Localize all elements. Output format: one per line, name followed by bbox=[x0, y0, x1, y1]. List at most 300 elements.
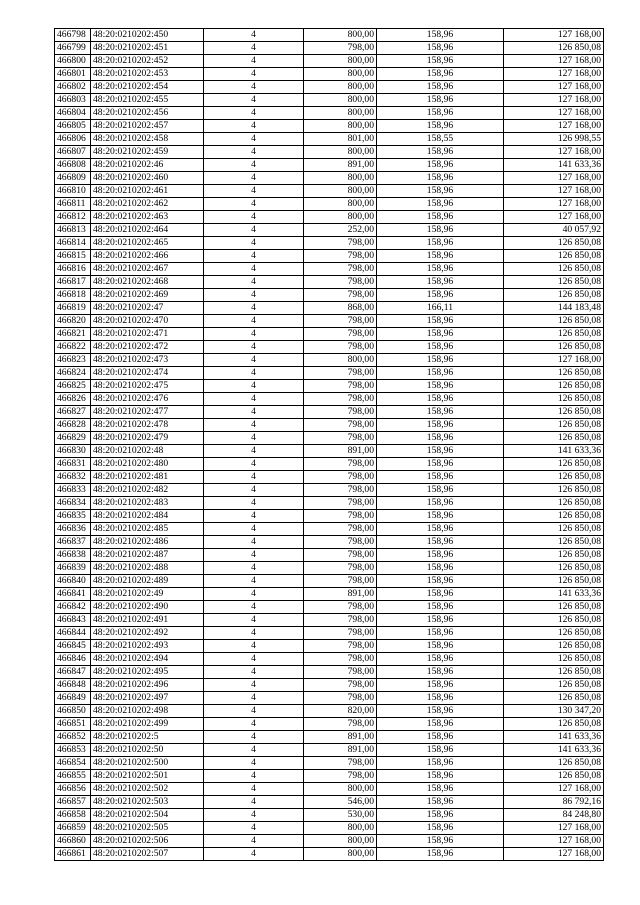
area-cell: 891,00 bbox=[304, 731, 377, 744]
cadastral-number-cell: 48:20:0210202:464 bbox=[91, 224, 204, 237]
cadastral-value-cell: 127 168,00 bbox=[504, 822, 604, 835]
cadastral-number-cell: 48:20:0210202:465 bbox=[91, 237, 204, 250]
unit-value-cell: 158,96 bbox=[377, 354, 504, 367]
unit-value-cell: 158,96 bbox=[377, 120, 504, 133]
group-cell: 4 bbox=[204, 289, 304, 302]
group-cell: 4 bbox=[204, 419, 304, 432]
table-row bbox=[55, 679, 604, 692]
area-cell: 798,00 bbox=[304, 367, 377, 380]
row-id-cell: 466817 bbox=[55, 276, 91, 289]
row-id-cell: 466832 bbox=[55, 471, 91, 484]
row-id-cell: 466809 bbox=[55, 172, 91, 185]
cadastral-value-cell: 127 168,00 bbox=[504, 146, 604, 159]
cadastral-value-cell: 126 850,08 bbox=[504, 471, 604, 484]
cadastral-number-cell: 48:20:0210202:467 bbox=[91, 263, 204, 276]
cadastral-value-cell: 127 168,00 bbox=[504, 81, 604, 94]
group-cell: 4 bbox=[204, 575, 304, 588]
row-id-cell: 466833 bbox=[55, 484, 91, 497]
table-row bbox=[55, 250, 604, 263]
cadastral-value-cell: 141 633,36 bbox=[504, 731, 604, 744]
cadastral-number-cell: 48:20:0210202:492 bbox=[91, 627, 204, 640]
cadastral-number-cell: 48:20:0210202:462 bbox=[91, 198, 204, 211]
group-cell: 4 bbox=[204, 302, 304, 315]
unit-value-cell: 158,96 bbox=[377, 692, 504, 705]
unit-value-cell: 158,96 bbox=[377, 172, 504, 185]
cadastral-number-cell: 48:20:0210202:488 bbox=[91, 562, 204, 575]
group-cell: 4 bbox=[204, 666, 304, 679]
cadastral-value-cell: 126 850,08 bbox=[504, 614, 604, 627]
group-cell: 4 bbox=[204, 731, 304, 744]
area-cell: 798,00 bbox=[304, 510, 377, 523]
table-row bbox=[55, 263, 604, 276]
group-cell: 4 bbox=[204, 263, 304, 276]
unit-value-cell: 158,96 bbox=[377, 432, 504, 445]
unit-value-cell: 158,96 bbox=[377, 666, 504, 679]
cadastral-number-cell: 48:20:0210202:473 bbox=[91, 354, 204, 367]
group-cell: 4 bbox=[204, 601, 304, 614]
row-id-cell: 466841 bbox=[55, 588, 91, 601]
area-cell: 800,00 bbox=[304, 120, 377, 133]
cadastral-number-cell: 48:20:0210202:452 bbox=[91, 55, 204, 68]
area-cell: 798,00 bbox=[304, 692, 377, 705]
group-cell: 4 bbox=[204, 549, 304, 562]
table-row bbox=[55, 588, 604, 601]
unit-value-cell: 158,96 bbox=[377, 549, 504, 562]
unit-value-cell: 158,96 bbox=[377, 601, 504, 614]
table-row bbox=[55, 614, 604, 627]
unit-value-cell: 158,96 bbox=[377, 445, 504, 458]
group-cell: 4 bbox=[204, 185, 304, 198]
cadastral-value-cell: 126 850,08 bbox=[504, 523, 604, 536]
row-id-cell: 466806 bbox=[55, 133, 91, 146]
cadastral-value-cell: 126 850,08 bbox=[504, 237, 604, 250]
cadastral-number-cell: 48:20:0210202:502 bbox=[91, 783, 204, 796]
row-id-cell: 466861 bbox=[55, 848, 91, 861]
group-cell: 4 bbox=[204, 133, 304, 146]
cadastral-value-cell: 126 850,08 bbox=[504, 250, 604, 263]
unit-value-cell: 158,96 bbox=[377, 237, 504, 250]
table-body bbox=[55, 29, 604, 861]
area-cell: 798,00 bbox=[304, 315, 377, 328]
row-id-cell: 466837 bbox=[55, 536, 91, 549]
cadastral-number-cell: 48:20:0210202:504 bbox=[91, 809, 204, 822]
table-row bbox=[55, 523, 604, 536]
area-cell: 798,00 bbox=[304, 549, 377, 562]
group-cell: 4 bbox=[204, 770, 304, 783]
cadastral-number-cell: 48:20:0210202:507 bbox=[91, 848, 204, 861]
cadastral-number-cell: 48:20:0210202:493 bbox=[91, 640, 204, 653]
area-cell: 800,00 bbox=[304, 81, 377, 94]
cadastral-number-cell: 48:20:0210202:472 bbox=[91, 341, 204, 354]
table-row bbox=[55, 770, 604, 783]
table-row bbox=[55, 796, 604, 809]
cadastral-number-cell: 48:20:0210202:481 bbox=[91, 471, 204, 484]
table-row bbox=[55, 653, 604, 666]
table-row bbox=[55, 601, 604, 614]
cadastral-number-cell: 48:20:0210202:466 bbox=[91, 250, 204, 263]
cadastral-number-cell: 48:20:0210202:499 bbox=[91, 718, 204, 731]
table-row bbox=[55, 757, 604, 770]
cadastral-number-cell: 48:20:0210202:497 bbox=[91, 692, 204, 705]
table-row bbox=[55, 159, 604, 172]
unit-value-cell: 158,96 bbox=[377, 198, 504, 211]
cadastral-value-cell: 40 057,92 bbox=[504, 224, 604, 237]
cadastral-number-cell: 48:20:0210202:503 bbox=[91, 796, 204, 809]
area-cell: 798,00 bbox=[304, 497, 377, 510]
group-cell: 4 bbox=[204, 380, 304, 393]
unit-value-cell: 158,96 bbox=[377, 276, 504, 289]
group-cell: 4 bbox=[204, 94, 304, 107]
row-id-cell: 466804 bbox=[55, 107, 91, 120]
table-row bbox=[55, 471, 604, 484]
table-row bbox=[55, 302, 604, 315]
cadastral-number-cell: 48:20:0210202:458 bbox=[91, 133, 204, 146]
table-row bbox=[55, 783, 604, 796]
row-id-cell: 466830 bbox=[55, 445, 91, 458]
table-row bbox=[55, 81, 604, 94]
area-cell: 891,00 bbox=[304, 588, 377, 601]
area-cell: 530,00 bbox=[304, 809, 377, 822]
cadastral-value-cell: 127 168,00 bbox=[504, 29, 604, 42]
unit-value-cell: 158,96 bbox=[377, 81, 504, 94]
cadastral-number-cell: 48:20:0210202:478 bbox=[91, 419, 204, 432]
area-cell: 800,00 bbox=[304, 29, 377, 42]
cadastral-number-cell: 48:20:0210202:454 bbox=[91, 81, 204, 94]
cadastral-value-table bbox=[54, 28, 604, 861]
cadastral-value-cell: 126 850,08 bbox=[504, 640, 604, 653]
cadastral-number-cell: 48:20:0210202:453 bbox=[91, 68, 204, 81]
area-cell: 798,00 bbox=[304, 432, 377, 445]
table-row bbox=[55, 731, 604, 744]
group-cell: 4 bbox=[204, 783, 304, 796]
table-row bbox=[55, 198, 604, 211]
table-row bbox=[55, 627, 604, 640]
table-row bbox=[55, 354, 604, 367]
cadastral-number-cell: 48:20:0210202:50 bbox=[91, 744, 204, 757]
row-id-cell: 466818 bbox=[55, 289, 91, 302]
cadastral-number-cell: 48:20:0210202:483 bbox=[91, 497, 204, 510]
cadastral-value-cell: 127 168,00 bbox=[504, 68, 604, 81]
area-cell: 798,00 bbox=[304, 757, 377, 770]
unit-value-cell: 158,96 bbox=[377, 809, 504, 822]
area-cell: 798,00 bbox=[304, 562, 377, 575]
unit-value-cell: 158,96 bbox=[377, 484, 504, 497]
cadastral-number-cell: 48:20:0210202:495 bbox=[91, 666, 204, 679]
row-id-cell: 466819 bbox=[55, 302, 91, 315]
row-id-cell: 466815 bbox=[55, 250, 91, 263]
group-cell: 4 bbox=[204, 692, 304, 705]
cadastral-number-cell: 48:20:0210202:49 bbox=[91, 588, 204, 601]
table-row bbox=[55, 107, 604, 120]
area-cell: 820,00 bbox=[304, 705, 377, 718]
area-cell: 798,00 bbox=[304, 770, 377, 783]
cadastral-number-cell: 48:20:0210202:474 bbox=[91, 367, 204, 380]
area-cell: 800,00 bbox=[304, 55, 377, 68]
table-row bbox=[55, 458, 604, 471]
cadastral-value-cell: 126 850,08 bbox=[504, 562, 604, 575]
cadastral-number-cell: 48:20:0210202:468 bbox=[91, 276, 204, 289]
group-cell: 4 bbox=[204, 523, 304, 536]
cadastral-value-cell: 127 168,00 bbox=[504, 172, 604, 185]
unit-value-cell: 158,55 bbox=[377, 133, 504, 146]
group-cell: 4 bbox=[204, 107, 304, 120]
group-cell: 4 bbox=[204, 757, 304, 770]
group-cell: 4 bbox=[204, 211, 304, 224]
group-cell: 4 bbox=[204, 445, 304, 458]
area-cell: 798,00 bbox=[304, 42, 377, 55]
cadastral-number-cell: 48:20:0210202:487 bbox=[91, 549, 204, 562]
area-cell: 800,00 bbox=[304, 198, 377, 211]
table-row bbox=[55, 328, 604, 341]
unit-value-cell: 158,96 bbox=[377, 718, 504, 731]
area-cell: 800,00 bbox=[304, 783, 377, 796]
row-id-cell: 466857 bbox=[55, 796, 91, 809]
unit-value-cell: 158,96 bbox=[377, 107, 504, 120]
cadastral-value-cell: 126 850,08 bbox=[504, 484, 604, 497]
cadastral-value-cell: 126 850,08 bbox=[504, 757, 604, 770]
row-id-cell: 466849 bbox=[55, 692, 91, 705]
area-cell: 800,00 bbox=[304, 94, 377, 107]
cadastral-number-cell: 48:20:0210202:5 bbox=[91, 731, 204, 744]
area-cell: 800,00 bbox=[304, 822, 377, 835]
cadastral-number-cell: 48:20:0210202:470 bbox=[91, 315, 204, 328]
row-id-cell: 466812 bbox=[55, 211, 91, 224]
cadastral-value-cell: 126 850,08 bbox=[504, 315, 604, 328]
group-cell: 4 bbox=[204, 42, 304, 55]
table-row bbox=[55, 146, 604, 159]
group-cell: 4 bbox=[204, 510, 304, 523]
table-row bbox=[55, 276, 604, 289]
group-cell: 4 bbox=[204, 237, 304, 250]
cadastral-value-cell: 127 168,00 bbox=[504, 120, 604, 133]
group-cell: 4 bbox=[204, 250, 304, 263]
cadastral-value-cell: 126 850,08 bbox=[504, 575, 604, 588]
area-cell: 798,00 bbox=[304, 653, 377, 666]
table-row bbox=[55, 133, 604, 146]
group-cell: 4 bbox=[204, 848, 304, 861]
cadastral-number-cell: 48:20:0210202:491 bbox=[91, 614, 204, 627]
area-cell: 798,00 bbox=[304, 614, 377, 627]
cadastral-number-cell: 48:20:0210202:498 bbox=[91, 705, 204, 718]
area-cell: 800,00 bbox=[304, 848, 377, 861]
group-cell: 4 bbox=[204, 809, 304, 822]
cadastral-value-cell: 126 998,55 bbox=[504, 133, 604, 146]
unit-value-cell: 158,96 bbox=[377, 29, 504, 42]
cadastral-number-cell: 48:20:0210202:47 bbox=[91, 302, 204, 315]
table-row bbox=[55, 224, 604, 237]
group-cell: 4 bbox=[204, 497, 304, 510]
row-id-cell: 466843 bbox=[55, 614, 91, 627]
area-cell: 798,00 bbox=[304, 419, 377, 432]
cadastral-number-cell: 48:20:0210202:505 bbox=[91, 822, 204, 835]
area-cell: 800,00 bbox=[304, 172, 377, 185]
cadastral-number-cell: 48:20:0210202:471 bbox=[91, 328, 204, 341]
cadastral-number-cell: 48:20:0210202:482 bbox=[91, 484, 204, 497]
cadastral-value-cell: 127 168,00 bbox=[504, 185, 604, 198]
row-id-cell: 466808 bbox=[55, 159, 91, 172]
cadastral-value-cell: 126 850,08 bbox=[504, 536, 604, 549]
row-id-cell: 466851 bbox=[55, 718, 91, 731]
cadastral-value-cell: 126 850,08 bbox=[504, 458, 604, 471]
table-row bbox=[55, 432, 604, 445]
group-cell: 4 bbox=[204, 328, 304, 341]
group-cell: 4 bbox=[204, 744, 304, 757]
row-id-cell: 466839 bbox=[55, 562, 91, 575]
unit-value-cell: 158,96 bbox=[377, 757, 504, 770]
cadastral-value-cell: 126 850,08 bbox=[504, 380, 604, 393]
area-cell: 798,00 bbox=[304, 406, 377, 419]
table-row bbox=[55, 29, 604, 42]
group-cell: 4 bbox=[204, 29, 304, 42]
cadastral-value-cell: 126 850,08 bbox=[504, 549, 604, 562]
group-cell: 4 bbox=[204, 653, 304, 666]
cadastral-number-cell: 48:20:0210202:496 bbox=[91, 679, 204, 692]
table-row bbox=[55, 718, 604, 731]
group-cell: 4 bbox=[204, 315, 304, 328]
row-id-cell: 466824 bbox=[55, 367, 91, 380]
area-cell: 798,00 bbox=[304, 640, 377, 653]
cadastral-value-cell: 141 633,36 bbox=[504, 159, 604, 172]
cadastral-number-cell: 48:20:0210202:506 bbox=[91, 835, 204, 848]
row-id-cell: 466820 bbox=[55, 315, 91, 328]
row-id-cell: 466823 bbox=[55, 354, 91, 367]
group-cell: 4 bbox=[204, 822, 304, 835]
unit-value-cell: 158,96 bbox=[377, 588, 504, 601]
cadastral-value-cell: 141 633,36 bbox=[504, 744, 604, 757]
row-id-cell: 466854 bbox=[55, 757, 91, 770]
table-row bbox=[55, 211, 604, 224]
table-row bbox=[55, 536, 604, 549]
row-id-cell: 466807 bbox=[55, 146, 91, 159]
group-cell: 4 bbox=[204, 406, 304, 419]
cadastral-value-cell: 126 850,08 bbox=[504, 679, 604, 692]
cadastral-value-cell: 127 168,00 bbox=[504, 107, 604, 120]
area-cell: 798,00 bbox=[304, 601, 377, 614]
group-cell: 4 bbox=[204, 588, 304, 601]
unit-value-cell: 158,96 bbox=[377, 510, 504, 523]
cadastral-number-cell: 48:20:0210202:461 bbox=[91, 185, 204, 198]
area-cell: 800,00 bbox=[304, 835, 377, 848]
unit-value-cell: 158,96 bbox=[377, 822, 504, 835]
table-row bbox=[55, 120, 604, 133]
area-cell: 798,00 bbox=[304, 575, 377, 588]
cadastral-number-cell: 48:20:0210202:479 bbox=[91, 432, 204, 445]
area-cell: 868,00 bbox=[304, 302, 377, 315]
table-row bbox=[55, 393, 604, 406]
row-id-cell: 466855 bbox=[55, 770, 91, 783]
cadastral-value-cell: 126 850,08 bbox=[504, 393, 604, 406]
cadastral-value-cell: 126 850,08 bbox=[504, 510, 604, 523]
group-cell: 4 bbox=[204, 367, 304, 380]
row-id-cell: 466859 bbox=[55, 822, 91, 835]
area-cell: 252,00 bbox=[304, 224, 377, 237]
area-cell: 800,00 bbox=[304, 146, 377, 159]
unit-value-cell: 158,96 bbox=[377, 783, 504, 796]
row-id-cell: 466829 bbox=[55, 432, 91, 445]
table-row bbox=[55, 237, 604, 250]
group-cell: 4 bbox=[204, 835, 304, 848]
unit-value-cell: 158,96 bbox=[377, 679, 504, 692]
cadastral-value-cell: 127 168,00 bbox=[504, 354, 604, 367]
unit-value-cell: 158,96 bbox=[377, 419, 504, 432]
row-id-cell: 466798 bbox=[55, 29, 91, 42]
area-cell: 798,00 bbox=[304, 627, 377, 640]
cadastral-value-cell: 127 168,00 bbox=[504, 55, 604, 68]
row-id-cell: 466845 bbox=[55, 640, 91, 653]
row-id-cell: 466810 bbox=[55, 185, 91, 198]
row-id-cell: 466814 bbox=[55, 237, 91, 250]
group-cell: 4 bbox=[204, 354, 304, 367]
unit-value-cell: 158,96 bbox=[377, 341, 504, 354]
row-id-cell: 466835 bbox=[55, 510, 91, 523]
area-cell: 798,00 bbox=[304, 328, 377, 341]
row-id-cell: 466838 bbox=[55, 549, 91, 562]
row-id-cell: 466847 bbox=[55, 666, 91, 679]
table-row bbox=[55, 497, 604, 510]
cadastral-value-cell: 127 168,00 bbox=[504, 783, 604, 796]
cadastral-value-cell: 127 168,00 bbox=[504, 94, 604, 107]
cadastral-value-cell: 86 792,16 bbox=[504, 796, 604, 809]
area-cell: 891,00 bbox=[304, 744, 377, 757]
group-cell: 4 bbox=[204, 640, 304, 653]
unit-value-cell: 158,96 bbox=[377, 627, 504, 640]
cadastral-number-cell: 48:20:0210202:460 bbox=[91, 172, 204, 185]
unit-value-cell: 158,96 bbox=[377, 458, 504, 471]
unit-value-cell: 158,96 bbox=[377, 770, 504, 783]
row-id-cell: 466840 bbox=[55, 575, 91, 588]
row-id-cell: 466811 bbox=[55, 198, 91, 211]
row-id-cell: 466856 bbox=[55, 783, 91, 796]
area-cell: 800,00 bbox=[304, 185, 377, 198]
unit-value-cell: 158,96 bbox=[377, 575, 504, 588]
cadastral-number-cell: 48:20:0210202:480 bbox=[91, 458, 204, 471]
group-cell: 4 bbox=[204, 68, 304, 81]
unit-value-cell: 158,96 bbox=[377, 731, 504, 744]
area-cell: 798,00 bbox=[304, 380, 377, 393]
row-id-cell: 466834 bbox=[55, 497, 91, 510]
unit-value-cell: 158,96 bbox=[377, 224, 504, 237]
table-row bbox=[55, 809, 604, 822]
unit-value-cell: 158,96 bbox=[377, 497, 504, 510]
cadastral-number-cell: 48:20:0210202:494 bbox=[91, 653, 204, 666]
cadastral-value-cell: 126 850,08 bbox=[504, 497, 604, 510]
cadastral-value-cell: 126 850,08 bbox=[504, 627, 604, 640]
group-cell: 4 bbox=[204, 471, 304, 484]
row-id-cell: 466825 bbox=[55, 380, 91, 393]
row-id-cell: 466813 bbox=[55, 224, 91, 237]
group-cell: 4 bbox=[204, 198, 304, 211]
cadastral-value-cell: 126 850,08 bbox=[504, 276, 604, 289]
area-cell: 798,00 bbox=[304, 484, 377, 497]
row-id-cell: 466846 bbox=[55, 653, 91, 666]
table-row bbox=[55, 549, 604, 562]
area-cell: 798,00 bbox=[304, 666, 377, 679]
row-id-cell: 466805 bbox=[55, 120, 91, 133]
unit-value-cell: 158,96 bbox=[377, 367, 504, 380]
cadastral-value-cell: 127 168,00 bbox=[504, 848, 604, 861]
table-row bbox=[55, 406, 604, 419]
area-cell: 800,00 bbox=[304, 211, 377, 224]
cadastral-value-cell: 126 850,08 bbox=[504, 328, 604, 341]
cadastral-value-cell: 126 850,08 bbox=[504, 432, 604, 445]
table-row bbox=[55, 341, 604, 354]
group-cell: 4 bbox=[204, 627, 304, 640]
area-cell: 798,00 bbox=[304, 471, 377, 484]
group-cell: 4 bbox=[204, 159, 304, 172]
cadastral-value-cell: 126 850,08 bbox=[504, 770, 604, 783]
area-cell: 798,00 bbox=[304, 341, 377, 354]
cadastral-number-cell: 48:20:0210202:456 bbox=[91, 107, 204, 120]
